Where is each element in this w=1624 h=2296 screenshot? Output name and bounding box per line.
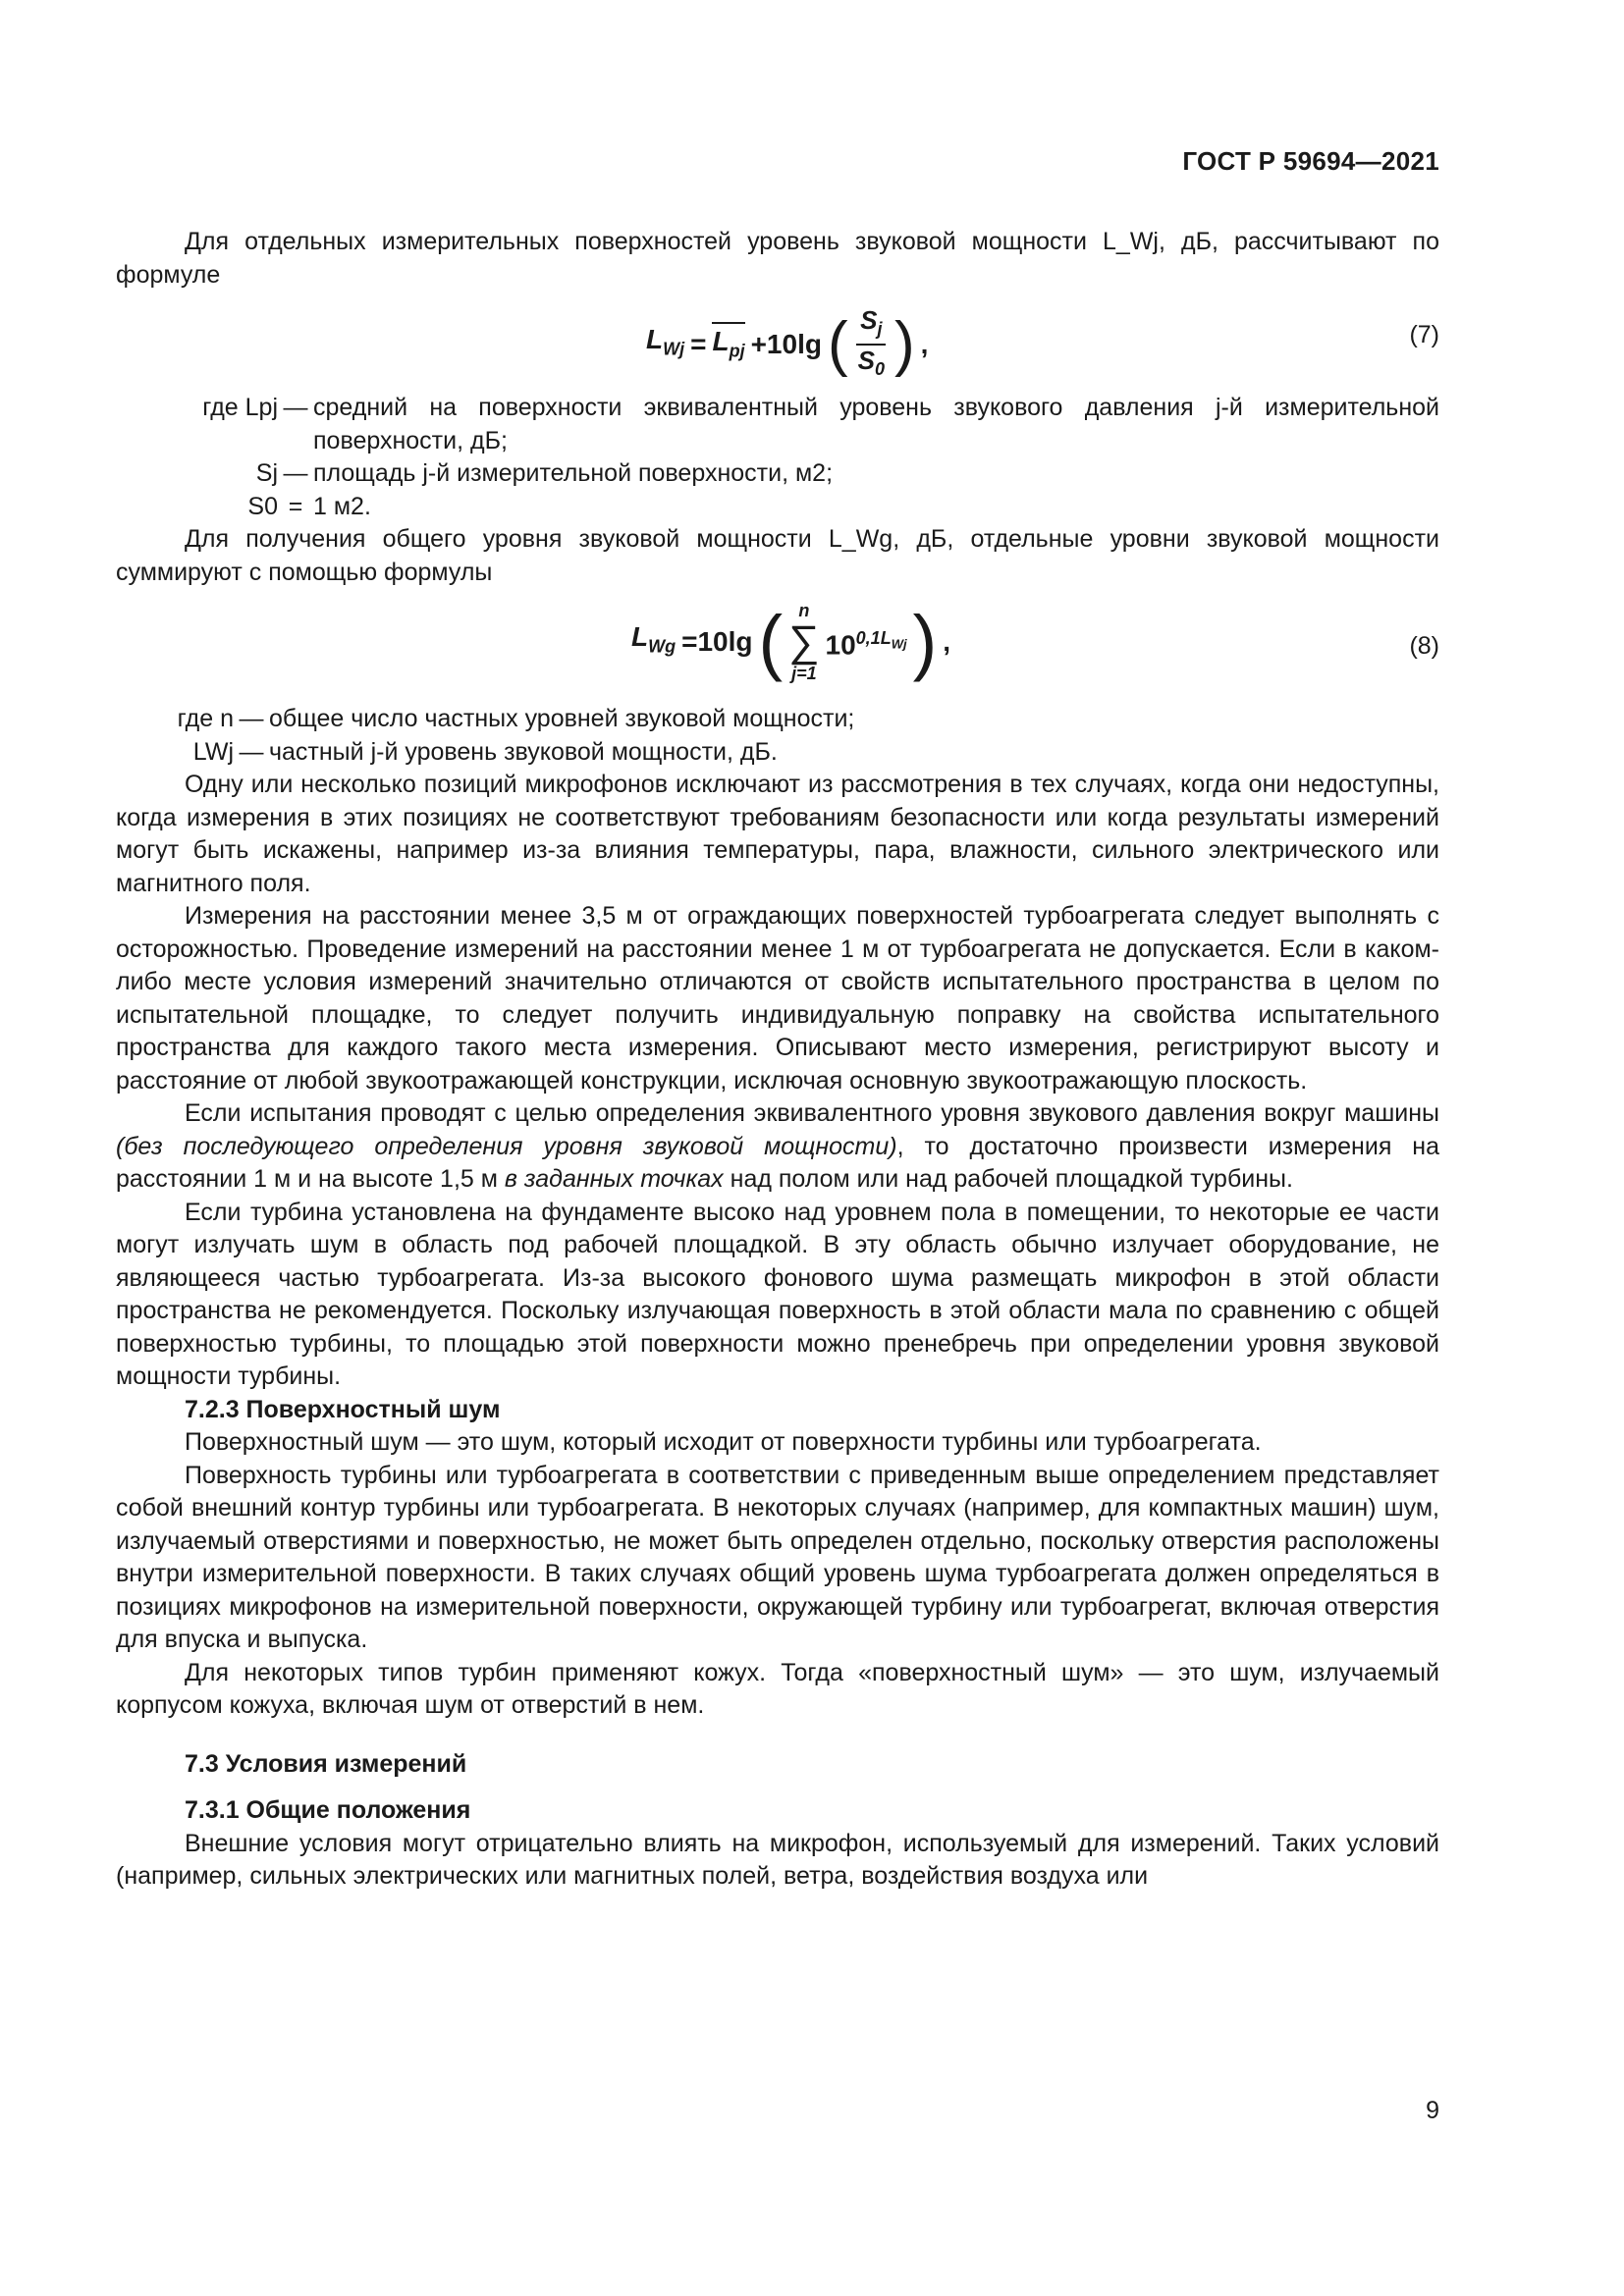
paragraph-10: Внешние условия могут отрицательно влиять на микрофон, используемый для измерений. Таких условий (например, сильных электрических или магнитных полей, ветра, воздействия воздуха или: [116, 1829, 1439, 1890]
paragraph-4: Измерения на расстоянии менее 3,5 м от ограждающих поверхностей турбоагрегата следует выполнять с осторожностью. Проведение измерений на расстоянии менее 1 м от турбоагрегата не допускается. Если в каком-либо месте условия измерений значительно отличаются от свойств испытательного пространства в целом по испытательной площадке, то следует получить индивидуальную поправку на свойства испытательного пространства для каждого такого места измерения. Описывают место измерения, регистрируют высоту и расстояние от любой звукоотражающей конструкции, исключая основную звукоотражающую плоскость.: [116, 902, 1439, 1095]
definition-term: Sj: [255, 459, 278, 487]
section-heading-7-3-1: 7.3.1 Общие положения: [185, 1796, 471, 1824]
definition-text: площадь j-й измерительной поверхности, м2;: [313, 459, 834, 487]
section-heading-7-3: 7.3 Условия измерений: [185, 1749, 467, 1778]
section-heading-7-2-3: 7.2.3 Поверхностный шум: [185, 1395, 501, 1423]
definition-text: общее число частных уровней звуковой мощности;: [269, 705, 855, 732]
formula-8: [116, 595, 1439, 697]
definition-term: где Lpj: [202, 394, 278, 421]
definition-text: частный j-й уровень звуковой мощности, дБ.: [269, 737, 778, 766]
definition-text: средний на поверхности эквивалентный уровень звукового давления j-й измерительной поверхности, дБ;: [313, 394, 1439, 454]
paragraph-6: Если турбина установлена на фундаменте высоко над уровнем пола в помещении, то некоторые ее части могут излучать шум в область под рабочей площадкой. В эту область обычно излучает оборудование, не являющееся частью турбоагрегата. Из-за высокого фонового шума размещать микрофон в этой области пространства не рекомендуется. Поскольку излучающая поверхность в этой области мала по сравнению с общей поверхностью турбины, то площадью этой поверхности можно пренебречь при определении уровня звуковой мощности турбины.: [116, 1198, 1439, 1390]
definition-term: где n: [177, 705, 234, 732]
paragraph-8: Поверхность турбины или турбоагрегата в соответствии с приведенным выше определением представляет собой внешний контур турбины или турбоагрегата. В некоторых случаях (например, для компактных машин) шум, излучаемый отверстиями и поверхностью, не может быть определен отдельно, поскольку отверстия расположены внутри измерительной поверхности. В таких случаях общий уровень шума турбоагрегата должен определяться в позициях микрофонов на измерительной поверхности, окружающей турбину или турбоагрегат, включая отверстия для впуска и выпуска.: [116, 1461, 1439, 1653]
definition-row: где n — общее число частных уровней звуковой мощности;: [116, 703, 1439, 736]
definition-row: LWj — частный j-й уровень звуковой мощности, дБ.: [116, 736, 1439, 770]
formula-7-number: (7): [1409, 321, 1439, 348]
definition-row: S0 = 1 м2.: [116, 491, 1439, 524]
formula-8-number: (8): [1409, 632, 1439, 660]
formula-8-expression: $L_{Wg}$ =10lg ( n ∑ j=1 $10^{0,1L_{Wj}}$ ) ,: [631, 601, 951, 683]
definition-row: где Lpj — средний на поверхности эквивалентный уровень звукового давления j-й измерительной поверхности, дБ;: [116, 392, 1439, 457]
definition-text: 1 м2.: [313, 492, 371, 520]
document-id: ГОСТ Р 59694—2021: [1182, 146, 1439, 176]
paragraph-9: Для некоторых типов турбин применяют кожух. Тогда «поверхностный шум» — это шум, излучаемый корпусом кожуха, включая шум от отверстий в нем.: [116, 1658, 1439, 1719]
paragraph-7: Поверхностный шум — это шум, который исходит от поверхности турбины или турбоагрегата.: [185, 1428, 1262, 1456]
formula-8-definitions: [116, 703, 1439, 769]
formula-7: [116, 297, 1439, 386]
paragraph-5: Если испытания проводят с целью определения эквивалентного уровня звукового давления вокруг машины (без последующего определения уровня звуковой мощности), то достаточно произвести измерения на расстоянии 1 м и на высоте 1,5 м в заданных точках над полом или над рабочей площадкой турбины.: [116, 1099, 1439, 1193]
definition-term: LWj: [192, 737, 234, 766]
paragraph-1: Для отдельных измерительных поверхностей уровень звуковой мощности L_Wj, дБ, рассчитывают по формуле: [116, 228, 1439, 289]
definition-term: S0: [247, 492, 278, 520]
formula-7-expression: $L_{Wj}$ = $L_{pj}$ +10lg ( $\frac{S_j}{S_0}$ ) ,: [646, 305, 929, 380]
document-body: [116, 226, 1439, 1894]
paragraph-2: Для получения общего уровня звуковой мощности L_Wg, дБ, отдельные уровни звуковой мощности суммируют с помощью формулы: [116, 525, 1439, 586]
formula-7-definitions: [116, 392, 1439, 523]
definition-row: Sj — площадь j-й измерительной поверхности, м2;: [116, 457, 1439, 491]
page-number: 9: [1426, 2097, 1439, 2124]
paragraph-3: Одну или несколько позиций микрофонов исключают из рассмотрения в тех случаях, когда они недоступны, когда измерения в этих позициях не соответствуют требованиям безопасности или когда результаты измерений могут быть искажены, например из-за влияния температуры, пара, влажности, сильного электрического или магнитного поля.: [116, 771, 1439, 897]
